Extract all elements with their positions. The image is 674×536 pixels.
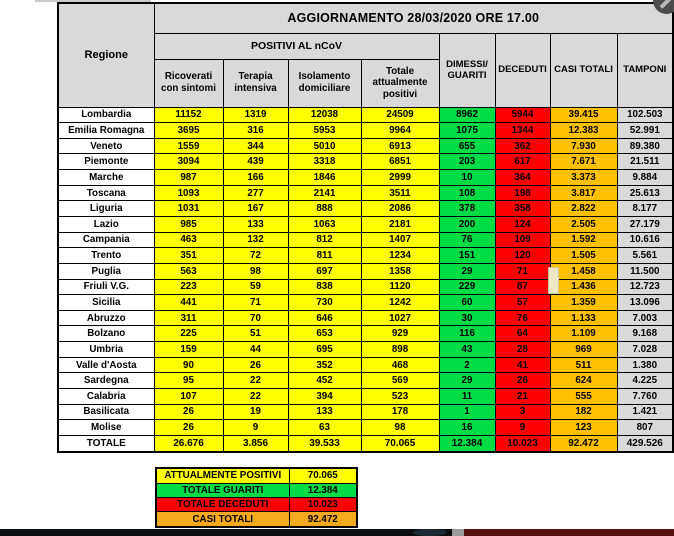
value-cell: 26 [154,420,223,436]
value-cell: 98 [223,263,288,279]
value-cell: 182 [550,404,617,420]
value-cell: 124 [495,216,550,232]
value-cell: 463 [154,232,223,248]
value-cell: 71 [223,295,288,311]
value-cell: 12038 [288,107,361,123]
value-cell: 697 [288,263,361,279]
total-row [58,435,673,452]
text-cursor-artifact [548,267,559,294]
value-cell: 6913 [361,138,439,154]
value-cell: 1.359 [550,295,617,311]
value-cell: 441 [154,295,223,311]
value-cell: 3.373 [550,170,617,186]
value-cell: 10.616 [617,232,673,248]
value-cell: 3511 [361,185,439,201]
col-header-terapia: Terapia intensiva [223,59,288,107]
value-cell: 9.884 [617,170,673,186]
value-cell: 364 [495,170,550,186]
value-cell: 3094 [154,154,223,170]
value-cell: 29 [439,263,495,279]
table-row [58,357,673,373]
value-cell: 2 [439,357,495,373]
region-cell: Lombardia [58,107,154,123]
region-cell: Umbria [58,342,154,358]
value-cell: 646 [288,310,361,326]
value-cell: 1407 [361,232,439,248]
table-row [58,138,673,154]
region-cell: Veneto [58,138,154,154]
value-cell: 7.760 [617,389,673,405]
table-row [58,389,673,405]
col-header-deceduti: DECEDUTI [495,33,550,107]
region-cell: Liguria [58,201,154,217]
value-cell: 200 [439,216,495,232]
value-cell: 178 [361,404,439,420]
region-cell: Calabria [58,389,154,405]
table-body [58,107,673,452]
value-cell: 223 [154,279,223,295]
region-cell: Bolzano [58,326,154,342]
value-cell: 378 [439,201,495,217]
table-row [58,201,673,217]
table-row [58,420,673,436]
covid-region-table [57,2,674,453]
value-cell: 1.505 [550,248,617,264]
value-cell: 1.436 [550,279,617,295]
value-cell: 76 [439,232,495,248]
value-cell: 19 [223,404,288,420]
value-cell: 1234 [361,248,439,264]
value-cell: 1027 [361,310,439,326]
value-cell: 13.096 [617,295,673,311]
summary-label: CASI TOTALI [156,512,289,527]
value-cell: 70.065 [361,435,439,452]
region-cell: Marche [58,170,154,186]
value-cell: 569 [361,373,439,389]
value-cell: 120 [495,248,550,264]
value-cell: 123 [550,420,617,436]
table-row [58,170,673,186]
value-cell: 22 [223,373,288,389]
value-cell: 109 [495,232,550,248]
pencil-icon [659,0,671,9]
table-row [58,185,673,201]
value-cell: 16 [439,420,495,436]
table-row [58,310,673,326]
value-cell: 26.676 [154,435,223,452]
value-cell: 2.822 [550,201,617,217]
value-cell: 7.930 [550,138,617,154]
value-cell: 812 [288,232,361,248]
value-cell: 563 [154,263,223,279]
value-cell: 316 [223,123,288,139]
region-cell: Lazio [58,216,154,232]
col-header-casi-totali: CASI TOTALI [550,33,617,107]
table-row [58,326,673,342]
value-cell: 2.505 [550,216,617,232]
value-cell: 1120 [361,279,439,295]
value-cell: 5944 [495,107,550,123]
table-row [58,295,673,311]
value-cell: 362 [495,138,550,154]
value-cell: 695 [288,342,361,358]
region-cell: Trento [58,248,154,264]
value-cell: 11 [439,389,495,405]
value-cell: 3 [495,404,550,420]
value-cell: 26 [154,404,223,420]
value-cell: 151 [439,248,495,264]
region-cell: Piemonte [58,154,154,170]
value-cell: 898 [361,342,439,358]
value-cell: 27.179 [617,216,673,232]
value-cell: 277 [223,185,288,201]
region-cell: Friuli V.G. [58,279,154,295]
value-cell: 352 [288,357,361,373]
value-cell: 344 [223,138,288,154]
value-cell: 2181 [361,216,439,232]
value-cell: 1559 [154,138,223,154]
region-cell: Campania [58,232,154,248]
value-cell: 70 [223,310,288,326]
value-cell: 1344 [495,123,550,139]
value-cell: 21 [495,389,550,405]
value-cell: 1031 [154,201,223,217]
region-cell: Basilicata [58,404,154,420]
value-cell: 24509 [361,107,439,123]
col-header-isolamento: Isolamento domiciliare [288,59,361,107]
value-cell: 57 [495,295,550,311]
value-cell: 132 [223,232,288,248]
value-cell: 7.671 [550,154,617,170]
value-cell: 1063 [288,216,361,232]
value-cell: 617 [495,154,550,170]
value-cell: 11.500 [617,263,673,279]
col-header-tamponi: TAMPONI [617,33,673,107]
value-cell: 523 [361,389,439,405]
value-cell: 39.533 [288,435,361,452]
value-cell: 108 [439,185,495,201]
value-cell: 624 [550,373,617,389]
value-cell: 76 [495,310,550,326]
value-cell: 92.472 [550,435,617,452]
value-cell: 59 [223,279,288,295]
col-header-dimessi-guariti: DIMESSI/ GUARITI [439,33,495,107]
value-cell: 107 [154,389,223,405]
summary-label: TOTALE GUARITI [156,483,289,497]
region-cell: Sicilia [58,295,154,311]
value-cell: 1075 [439,123,495,139]
summary-value: 70.065 [289,468,357,483]
value-cell: 12.384 [439,435,495,452]
summary-table [155,467,358,528]
value-cell: 730 [288,295,361,311]
value-cell: 429.526 [617,435,673,452]
value-cell: 41 [495,357,550,373]
value-cell: 439 [223,154,288,170]
value-cell: 985 [154,216,223,232]
value-cell: 229 [439,279,495,295]
value-cell: 394 [288,389,361,405]
value-cell: 10 [439,170,495,186]
value-cell: 133 [223,216,288,232]
taskbar-strip [0,529,674,536]
value-cell: 29 [439,373,495,389]
value-cell: 203 [439,154,495,170]
region-cell: Emilia Romagna [58,123,154,139]
value-cell: 5953 [288,123,361,139]
value-cell: 225 [154,326,223,342]
value-cell: 12.723 [617,279,673,295]
value-cell: 28 [495,342,550,358]
value-cell: 72 [223,248,288,264]
value-cell: 655 [439,138,495,154]
table-row [58,373,673,389]
value-cell: 198 [495,185,550,201]
value-cell: 3.856 [223,435,288,452]
value-cell: 89.380 [617,138,673,154]
value-cell: 9.168 [617,326,673,342]
value-cell: 969 [550,342,617,358]
value-cell: 452 [288,373,361,389]
value-cell: 90 [154,357,223,373]
value-cell: 468 [361,357,439,373]
value-cell: 1319 [223,107,288,123]
region-cell: TOTALE [58,435,154,452]
value-cell: 1.421 [617,404,673,420]
table-row [58,123,673,139]
region-cell: Molise [58,420,154,436]
value-cell: 8.177 [617,201,673,217]
region-cell: Puglia [58,263,154,279]
region-cell: Abruzzo [58,310,154,326]
value-cell: 811 [288,248,361,264]
value-cell: 3695 [154,123,223,139]
value-cell: 8962 [439,107,495,123]
value-cell: 2999 [361,170,439,186]
value-cell: 311 [154,310,223,326]
value-cell: 64 [495,326,550,342]
value-cell: 2141 [288,185,361,201]
value-cell: 26 [223,357,288,373]
summary-row [156,512,357,527]
value-cell: 39.415 [550,107,617,123]
value-cell: 21.511 [617,154,673,170]
value-cell: 9964 [361,123,439,139]
value-cell: 7.003 [617,310,673,326]
value-cell: 43 [439,342,495,358]
value-cell: 1 [439,404,495,420]
table-row [58,154,673,170]
value-cell: 1242 [361,295,439,311]
value-cell: 30 [439,310,495,326]
value-cell: 1358 [361,263,439,279]
table-row [58,107,673,123]
value-cell: 929 [361,326,439,342]
positives-group-header: POSITIVI AL nCoV [154,33,439,59]
value-cell: 25.613 [617,185,673,201]
value-cell: 3.817 [550,185,617,201]
value-cell: 12.383 [550,123,617,139]
value-cell: 358 [495,201,550,217]
value-cell: 9 [495,420,550,436]
value-cell: 4.225 [617,373,673,389]
col-header-totale-positivi: Totale attualmente positivi [361,59,439,107]
value-cell: 71 [495,263,550,279]
value-cell: 166 [223,170,288,186]
region-cell: Valle d'Aosta [58,357,154,373]
value-cell: 167 [223,201,288,217]
region-column-header: Regione [58,3,154,107]
table-row [58,232,673,248]
table-row [58,279,673,295]
value-cell: 3318 [288,154,361,170]
table-row [58,216,673,232]
taskbar-red-segment [464,529,674,536]
value-cell: 63 [288,420,361,436]
value-cell: 7.028 [617,342,673,358]
value-cell: 987 [154,170,223,186]
col-header-ricoverati: Ricoverati con sintomi [154,59,223,107]
value-cell: 511 [550,357,617,373]
table-title: AGGIORNAMENTO 28/03/2020 ORE 17.00 [154,3,673,33]
value-cell: 95 [154,373,223,389]
value-cell: 1.458 [550,263,617,279]
value-cell: 9 [223,420,288,436]
summary-label: ATTUALMENTE POSITIVI [156,468,289,483]
value-cell: 10.023 [495,435,550,452]
table-row [58,263,673,279]
taskbar-gray-segment [452,529,464,536]
value-cell: 555 [550,389,617,405]
value-cell: 87 [495,279,550,295]
value-cell: 22 [223,389,288,405]
value-cell: 888 [288,201,361,217]
region-cell: Toscana [58,185,154,201]
value-cell: 1.109 [550,326,617,342]
value-cell: 51 [223,326,288,342]
table-row [58,248,673,264]
value-cell: 11152 [154,107,223,123]
value-cell: 60 [439,295,495,311]
value-cell: 116 [439,326,495,342]
value-cell: 52.991 [617,123,673,139]
value-cell: 1.380 [617,357,673,373]
value-cell: 5010 [288,138,361,154]
summary-value: 12.384 [289,483,357,497]
value-cell: 6851 [361,154,439,170]
table-row [58,404,673,420]
value-cell: 1093 [154,185,223,201]
value-cell: 98 [361,420,439,436]
taskbar-circle-shape [413,529,447,536]
value-cell: 102.503 [617,107,673,123]
table-row [58,342,673,358]
region-cell: Sardegna [58,373,154,389]
value-cell: 351 [154,248,223,264]
summary-value: 10.023 [289,497,357,511]
value-cell: 133 [288,404,361,420]
value-cell: 807 [617,420,673,436]
value-cell: 1.592 [550,232,617,248]
summary-value: 92.472 [289,512,357,527]
summary-body [156,468,357,527]
value-cell: 2086 [361,201,439,217]
value-cell: 5.561 [617,248,673,264]
value-cell: 653 [288,326,361,342]
value-cell: 838 [288,279,361,295]
summary-label: TOTALE DECEDUTI [156,497,289,511]
summary-row [156,497,357,511]
value-cell: 26 [495,373,550,389]
summary-row [156,483,357,497]
value-cell: 1.133 [550,310,617,326]
value-cell: 44 [223,342,288,358]
value-cell: 159 [154,342,223,358]
summary-row [156,468,357,483]
value-cell: 1846 [288,170,361,186]
